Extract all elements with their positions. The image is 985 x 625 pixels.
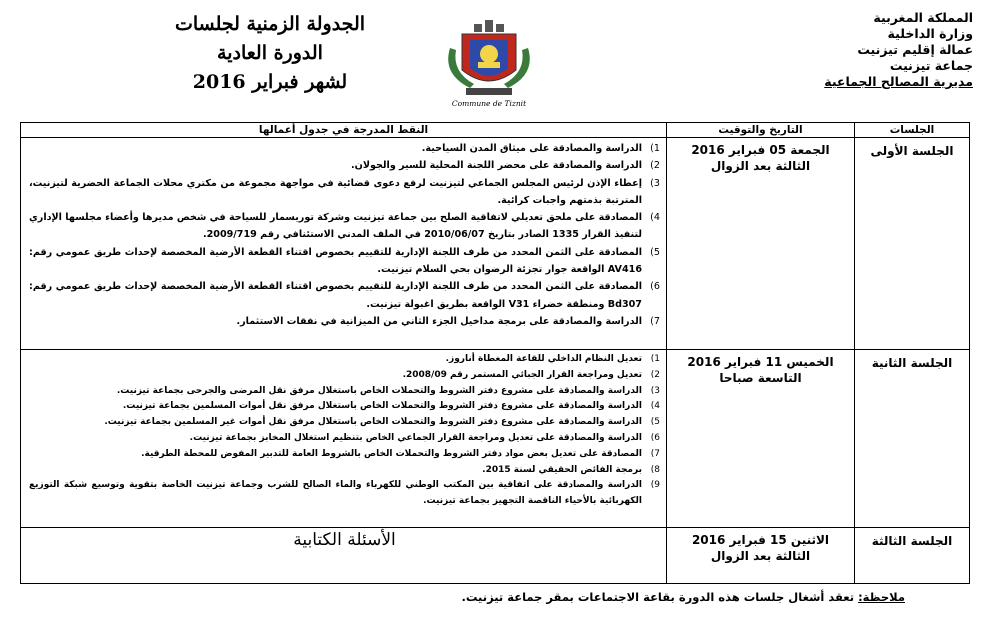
session-date: الجمعة 05 فبراير 2016 — [691, 143, 830, 157]
kingdom-line: المملكة المغربية — [873, 10, 973, 25]
document-title — [140, 10, 400, 97]
item-number: 7) — [650, 315, 660, 327]
agenda-list — [29, 140, 660, 330]
agenda-item — [29, 431, 660, 447]
item-text: الدراسة والمصادقة على تعديل ومراجعة القرار الجماعي الخاص بتنظيم استغلال المخابز بجماعة تيزنيت. — [189, 432, 642, 443]
agenda-item — [29, 313, 660, 330]
item-text: برمجة الفائض الحقيقي لسنة 2015. — [482, 464, 642, 475]
agenda-item — [29, 244, 660, 279]
item-number: 1) — [650, 354, 660, 364]
session-datetime — [667, 350, 855, 528]
session-name: الجلسة الثالثة — [855, 528, 970, 584]
ministry-header — [773, 10, 973, 90]
agenda-item — [29, 352, 660, 368]
item-number: 3) — [650, 177, 660, 189]
item-number: 8) — [650, 464, 660, 475]
agenda-item — [29, 478, 660, 510]
directorate-line: مديرية المصالح الجماعية — [824, 74, 973, 89]
agenda-list — [29, 352, 660, 510]
session-datetime — [667, 138, 855, 350]
agenda-cell — [21, 350, 667, 528]
agenda-item — [29, 209, 660, 244]
header-items: النقط المدرجة في جدول أعمالها — [21, 123, 667, 138]
agenda-item — [29, 415, 660, 431]
agenda-item — [29, 278, 660, 313]
session-name: الجلسة الثانية — [855, 350, 970, 528]
item-number: 4) — [650, 212, 660, 224]
agenda-item — [29, 399, 660, 415]
written-questions: الأسئلة الكتابية — [21, 528, 667, 584]
agenda-item — [29, 463, 660, 479]
item-number: 4) — [650, 401, 660, 412]
tiznit-commune-emblem-icon — [440, 18, 538, 110]
item-number: 5) — [650, 246, 660, 258]
item-text: إعطاء الإذن لرئيس المجلس الجماعي لتيزنيت لرفع دعوى قضائية في مواجهة مجموعة من مكتري محلات الجماعة الحضرية لتيزنيت، المترتبة بذمتهم واجبات كرائية. — [29, 177, 642, 206]
session-datetime — [667, 528, 855, 584]
session-name: الجلسة الأولى — [855, 138, 970, 350]
item-text: تعديل ومراجعة القرار الجبائي المستمر رقم 2008/09. — [402, 369, 642, 380]
item-text: المصادقة على ملحق تعديلي لاتفاقية الصلح بين جماعة تيزنيت وشركة توريسمار للسياحة في شخص مديرها وأعضاء مجلسها الإداري لتنفيذ القرار 1335 الصادر بتاريخ 2010/06/07 في الملف المدني الاستئنافي رقم 2009/719. — [29, 212, 642, 241]
session-time: الثالثة بعد الزوال — [710, 159, 811, 173]
item-text: الدراسة والمصادقة على ميثاق المدن السياحية. — [421, 143, 642, 154]
item-text: الدراسة والمصادقة على مشروع دفتر الشروط والتحملات الخاص باستغلال مرفق نقل أموات المسلمين بجماعة تيزنيت. — [122, 401, 642, 412]
item-text: الدراسة والمصادقة على محضر اللجنة المحلية للسير والجولان. — [351, 160, 642, 172]
ministry-line: وزارة الداخلية — [887, 26, 973, 41]
item-text: المصادقة على الثمن المحدد من طرف اللجنة الإدارية للتقييم بخصوص اقتناء القطعة الأرضية المخصصة لإحداث طريق عمومي رقم: Bd307 ومنطقة خضراء V31 الواقعة بطريق اغبولة تيزنيت. — [29, 281, 642, 310]
title-line-1: الجدولة الزمنية لجلسات — [174, 13, 366, 35]
item-text: الدراسة والمصادقة على برمجة مداخيل الجزء الثاني من الميزانية في نفقات الاستثمار. — [236, 315, 642, 327]
title-line-3: لشهر فبراير 2016 — [192, 71, 348, 93]
item-text: الدراسة والمصادقة على مشروع دفتر الشروط والتحملات الخاص باستغلال مرفق نقل المرضى والجرحى بجماعة تيزنيت. — [116, 385, 642, 396]
agenda-item — [29, 447, 660, 463]
table-row — [21, 350, 970, 528]
agenda-cell — [21, 138, 667, 350]
session-date: الخميس 11 فبراير 2016 — [687, 355, 834, 369]
footer-note — [462, 590, 905, 604]
commune-line: جماعة تيزنيت — [889, 58, 973, 73]
logo-caption: Commune de Tiznit — [451, 99, 527, 108]
item-text: الدراسة والمصادقة على اتفاقية بين المكتب الوطني للكهرباء والماء الصالح للشرب وجماعة تيزنيت الخاصة بتقوية وتوسيع شبكة التوزيع الكهربائية بالأحياء الناقصة التجهيز بجماعة تيزنيت. — [29, 480, 642, 507]
note-label: ملاحظة: — [858, 590, 905, 604]
agenda-item — [29, 384, 660, 400]
item-number: 6) — [650, 432, 660, 443]
item-number: 5) — [650, 417, 660, 428]
item-text: تعديل النظام الداخلي للقاعة المغطاة أناروز. — [445, 354, 642, 364]
table-header-row — [21, 123, 970, 138]
agenda-item — [29, 140, 660, 157]
session-time: الثالثة بعد الزوال — [710, 549, 811, 563]
table-row — [21, 528, 970, 584]
header-sessions: الجلسات — [855, 123, 970, 138]
header-datetime: التاريخ والتوقيت — [667, 123, 855, 138]
table-row — [21, 138, 970, 350]
sessions-table — [20, 122, 970, 584]
item-number: 2) — [650, 160, 660, 172]
title-line-2: الدورة العادية — [217, 42, 323, 64]
province-line: عمالة إقليم تيزنيت — [857, 42, 973, 57]
session-date: الاثنين 15 فبراير 2016 — [691, 533, 830, 547]
agenda-item — [29, 368, 660, 384]
item-text: المصادقة على تعديل بعض مواد دفتر الشروط والتحملات الخاص بالشروط العامة للتدبير المفوض للمحطة الطرقية. — [141, 448, 642, 459]
item-number: 7) — [650, 448, 660, 459]
item-text: الدراسة والمصادقة على مشروع دفتر الشروط والتحملات الخاص باستغلال مرفق نقل أموات غير المسلمين بجماعة تيزنيت. — [104, 417, 642, 428]
item-number: 6) — [650, 281, 660, 293]
agenda-item — [29, 157, 660, 174]
item-number: 3) — [650, 385, 660, 396]
note-text: تعقد أشغال جلسات هذه الدورة بقاعة الاجتماعات بمقر جماعة تيزنيت. — [461, 590, 855, 604]
item-number: 9) — [650, 480, 660, 491]
item-number: 1) — [650, 143, 660, 154]
item-number: 2) — [650, 369, 660, 380]
session-time: التاسعة صباحا — [719, 371, 802, 385]
agenda-item — [29, 175, 660, 210]
item-text: المصادقة على الثمن المحدد من طرف اللجنة الإدارية للتقييم بخصوص اقتناء القطعة الأرضية المخصصة لإحداث طريق عمومي رقم: AV416 الواقعة جوار تجزئة الرضوان بحي السلام تيزنيت. — [29, 246, 642, 276]
